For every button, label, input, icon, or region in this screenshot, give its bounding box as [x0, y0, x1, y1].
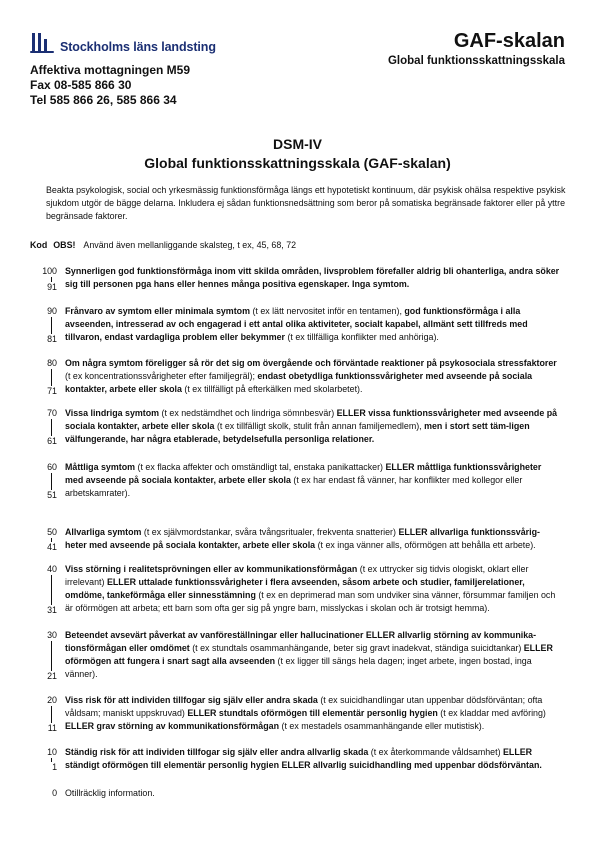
gaf-range-70-61 — [40, 407, 560, 447]
range-low: 1 — [52, 761, 57, 772]
gaf-range-60-51 — [40, 461, 560, 501]
range-low: 91 — [47, 281, 57, 292]
code-header — [30, 240, 296, 250]
contact-fax: Fax 08-585 866 30 — [30, 78, 132, 92]
range-description: Om några symtom föreligger så rör det sig om övergående och förväntade reaktioner på psykosociala stressfaktorer (t ex koncentrationssvårigheter efter familjegräl); endast obetydliga funktionssvårigheter med avseende på sociala kontakter, arbete eller skola (t ex tillfälligt på efterkälken med skolarbetet). — [65, 358, 557, 394]
range-high: 60 — [47, 462, 57, 472]
range-high: 90 — [47, 306, 57, 316]
range-high: 30 — [47, 630, 57, 640]
range-description: Vissa lindriga symtom (t ex nedstämdhet och lindriga sömnbesvär) ELLER vissa funktionssvårigheter med avseende på sociala kontakter, arbete eller skola (t ex tillfälligt skolk, stulit från annan familjemedlem), men i stort sett täm-ligen välfungerande, har några etablerade, betydelsefulla personliga relationer. — [65, 408, 558, 444]
logo — [30, 33, 216, 53]
range-low: 61 — [47, 435, 57, 446]
range-description: Måttliga symtom (t ex flacka affekter och omständligt tal, enstaka panikattacker) ELLER måttliga funktionssvårigheter med avseende på sociala kontakter, arbete eller skola (t ex har endast få vänner, har konflikter med kollegor eller arbetskamrater). — [65, 462, 542, 498]
range-description: Otillräcklig information. — [65, 788, 155, 798]
range-high: 50 — [47, 527, 57, 537]
obs-text: Använd även mellanliggande skalsteg, t ex, 45, 68, 72 — [81, 240, 297, 250]
range-low: 71 — [47, 385, 57, 396]
range-low: 11 — [47, 722, 57, 733]
contact-phone: Tel 585 866 26, 585 866 34 — [30, 93, 177, 107]
range-bar — [51, 575, 52, 605]
range-bar — [51, 419, 52, 436]
range-high: 80 — [47, 358, 57, 368]
document-title-line1: DSM-IV — [273, 136, 322, 152]
range-high: 20 — [47, 695, 57, 705]
header-subtitle: Global funktionsskattningsskala — [387, 55, 565, 67]
obs-label: OBS! — [53, 240, 76, 250]
gaf-range-80-71 — [40, 357, 560, 397]
range-bar — [51, 641, 52, 671]
range-high: 40 — [47, 564, 57, 574]
gaf-range-30-21 — [40, 629, 560, 682]
org-name: Stockholms läns landsting — [60, 39, 216, 54]
range-high: 70 — [47, 408, 57, 418]
range-low: 41 — [47, 541, 57, 552]
sll-logo-icon — [30, 33, 56, 53]
range-low: 21 — [47, 670, 57, 681]
range-description: Viss störning i realitetsprövningen eller av kommunikationsförmågan (t ex uttrycker sig tidvis ologiskt, oklart eller irrelevant) ELLER uttalade funktionssvårigheter i flera avseenden, såsom arbete och studier, familjerelationer, omdöme, tankeförmåga eller sinnesstämning (t ex en deprimerad man som undviker sina vänner, försummar familjen och är oförmögen att arbeta; ett barn som ofta ger sig på yngre barn, misslyckas i skolan och är trotsigt hemma). — [65, 564, 556, 613]
range-low: 81 — [47, 333, 57, 344]
range-low: 31 — [47, 604, 57, 615]
code-label: Kod — [30, 240, 48, 250]
range-low: 51 — [47, 489, 57, 500]
range-description: Beteendet avsevärt påverkat av vanföreställningar eller hallucinationer ELLER allvarlig störning av kommunika-tionsförmågan eller omdömet (t ex stundtals osammanhängande, beter sig gravt inadekvat, ständiga suicidtankar) ELLER oförmögen att fungera i snart sagt alla avseenden (t ex ligger till sängs hela dagen; inget arbete, ingen bostad, inga vänner). — [65, 630, 553, 679]
header-title: GAF-skalan — [453, 30, 565, 52]
range-code: 0 — [52, 788, 57, 798]
range-description: Viss risk för att individen tillfogar sig själv eller andra skada (t ex suicidhandlingar utan uppenbar dödsförväntan; ofta våldsam; maniskt uppskruvad) ELLER stundtals oförmögen till elementär personlig hygien (t ex kladdar med avföring) ELLER grav störning av kommunikationsförmågan (t ex mestadels osammanhängande eller mutistisk). — [65, 695, 546, 731]
gaf-range-20-11 — [40, 694, 560, 734]
gaf-range-10-1 — [40, 746, 560, 773]
gaf-range-90-81 — [40, 305, 560, 345]
range-description: Synnerligen god funktionsförmåga inom vitt skilda områden, livsproblem förefaller aldrig bli ohanterliga, andra söker sig till personen pga hans eller hennes många positiva egenskaper. Inga symtom. — [65, 266, 560, 289]
intro-paragraph: Beakta psykologisk, social och yrkesmässig funktionsförmåga längs ett hypotetiskt kontinuum, där psykisk ohälsa respektive psykisk sjukdom utgör de bägge delarna. Inkludera ej sådan funktionsnedsättning som beror på somatiska begränsade faktorer eller på yttre begränsade faktorer. — [46, 185, 566, 221]
range-bar — [51, 317, 52, 334]
range-high: 100 — [42, 266, 57, 276]
contact-info — [30, 63, 190, 108]
range-high: 10 — [47, 747, 57, 757]
contact-clinic: Affektiva mottagningen M59 — [30, 63, 191, 77]
range-bar — [51, 706, 52, 723]
range-description: Frånvaro av symtom eller minimala symtom (t ex lätt nervositet inför en tentamen), god funktionsförmåga i alla avseenden, intresserad av och engagerad i ett antal olika aktiviteter, socialt kapabel, allmänt sett tillfreds med tillvaron, endast vardagliga problem eller bekymmer (t ex tillfälliga konflikter med anhöriga). — [65, 306, 528, 342]
range-description: Ständig risk för att individen tillfogar sig själv eller andra allvarlig skada (t ex återkommande våldsamhet) ELLER ständigt oförmögen till elementär personlig hygien ELLER allvarlig suicidhandling med uppenbar dödsförväntan. — [65, 747, 542, 770]
gaf-range-40-31 — [40, 563, 560, 616]
gaf-range-0 — [40, 788, 155, 798]
range-description: Allvarliga symtom (t ex självmordstankar, svåra tvångsritualer, frekventa snatterier) ELLER allvarliga funktionssvårig-heter med avseende på sociala kontakter, arbete eller skola (t ex inga vänner alls, oförmögen att behålla ett arbete). — [65, 527, 540, 550]
gaf-range-100-91 — [40, 265, 560, 293]
range-bar — [51, 473, 52, 490]
gaf-range-50-41 — [40, 526, 560, 553]
range-bar — [51, 369, 52, 386]
document-title-line2: Global funktionsskattningsskala (GAF-skalan) — [144, 155, 451, 171]
